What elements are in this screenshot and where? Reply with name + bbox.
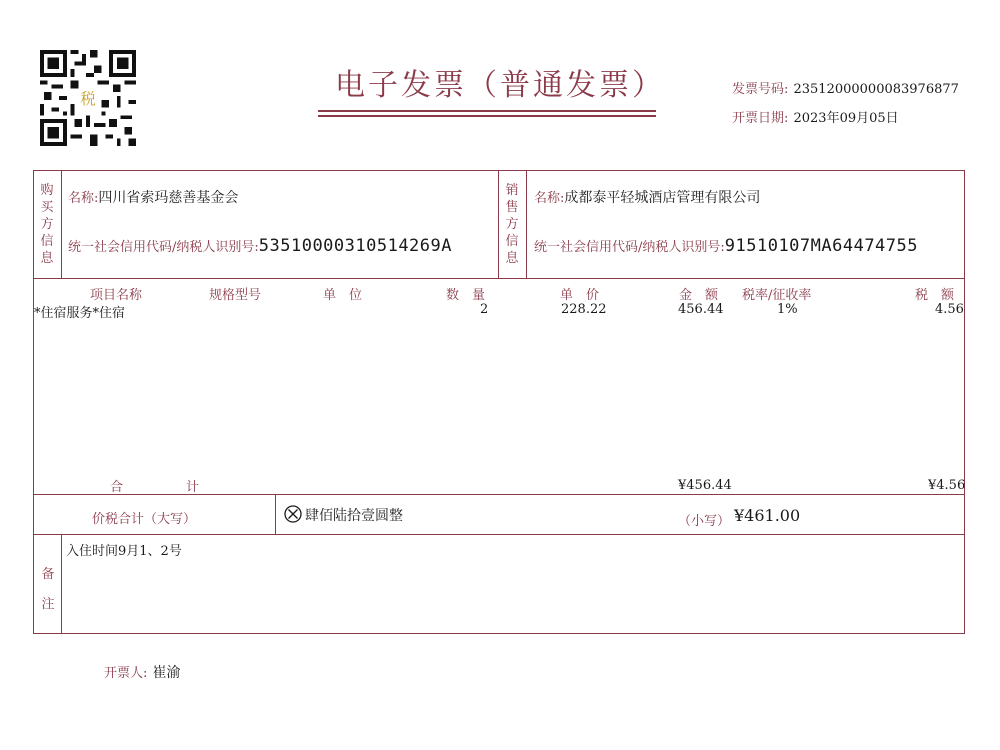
divider	[526, 170, 527, 278]
total-small-value: ¥461.00	[734, 506, 801, 525]
col-header-name: 项目名称	[90, 288, 143, 303]
issuer-label: 开票人:	[104, 666, 148, 681]
seller-tax-id: 91510107MA64474755	[724, 236, 918, 256]
qr-tax-emblem: 税	[80, 89, 96, 108]
subtotal-label: 计	[186, 480, 200, 495]
item-tax: 4.56	[935, 302, 964, 317]
total-small-label: （小写）	[678, 514, 731, 529]
total-label: 价税合计（大写）	[92, 512, 197, 527]
divider	[61, 170, 62, 278]
col-header-unit: 单 位	[323, 288, 363, 303]
item-amount: 456.44	[678, 302, 724, 317]
issue-date-row	[732, 107, 899, 126]
subtotal-amount: ¥456.44	[678, 478, 732, 493]
circle-x-icon	[284, 505, 302, 523]
subtotal-label: 合	[110, 480, 124, 495]
subtotal-tax: ¥4.56	[928, 478, 966, 493]
issuer-name: 崔渝	[152, 665, 181, 681]
seller-name-label: 名称:	[534, 191, 565, 206]
buyer-name-row	[68, 187, 238, 207]
title-underline	[318, 115, 656, 117]
col-header-tax: 税 额	[915, 288, 955, 303]
divider	[33, 494, 965, 495]
buyer-tax-id: 53510000310514269A	[258, 236, 452, 256]
item-rate: 1%	[777, 302, 798, 317]
col-header-qty: 数 量	[446, 288, 486, 303]
title-underline	[318, 110, 656, 112]
divider	[498, 170, 499, 278]
invoice-title: 电子发票（普通发票）	[335, 68, 665, 103]
divider	[61, 534, 62, 634]
invoice-number-label: 发票号码:	[732, 82, 789, 97]
invoice-number-row	[732, 78, 959, 97]
issue-date-label: 开票日期:	[732, 111, 789, 126]
item-qty: 2	[480, 302, 489, 317]
buyer-section-label: 购 买 方 信 息	[40, 183, 54, 266]
invoice-number-value: 23512000000083976877	[793, 82, 959, 97]
buyer-tax-label: 统一社会信用代码/纳税人识别号:	[68, 240, 259, 255]
divider	[275, 494, 276, 534]
col-header-rate: 税率/征收率	[742, 288, 812, 303]
col-header-spec: 规格型号	[209, 288, 262, 303]
item-name: *住宿服务*住宿	[34, 306, 126, 321]
buyer-tax-row	[68, 236, 452, 256]
divider	[33, 278, 965, 279]
remarks-text: 入住时间9月1、2号	[66, 544, 182, 559]
seller-tax-label: 统一社会信用代码/纳税人识别号:	[534, 240, 725, 255]
buyer-name-label: 名称:	[68, 191, 99, 206]
seller-name-row	[534, 187, 760, 207]
divider	[33, 534, 965, 535]
issuer-row	[104, 662, 180, 682]
seller-tax-row	[534, 236, 918, 256]
seller-section-label: 销 售 方 信 息	[505, 183, 519, 266]
seller-name: 成都泰平轻城酒店管理有限公司	[564, 190, 761, 206]
col-header-amount: 金 额	[679, 288, 719, 303]
item-price: 228.22	[561, 302, 607, 317]
col-header-price: 单 价	[560, 288, 600, 303]
buyer-name: 四川省索玛慈善基金会	[98, 190, 239, 206]
remarks-label: 备 注	[41, 567, 55, 612]
total-in-words: 肆佰陆拾壹圆整	[305, 508, 403, 524]
issue-date-value: 2023年09月05日	[793, 111, 899, 126]
